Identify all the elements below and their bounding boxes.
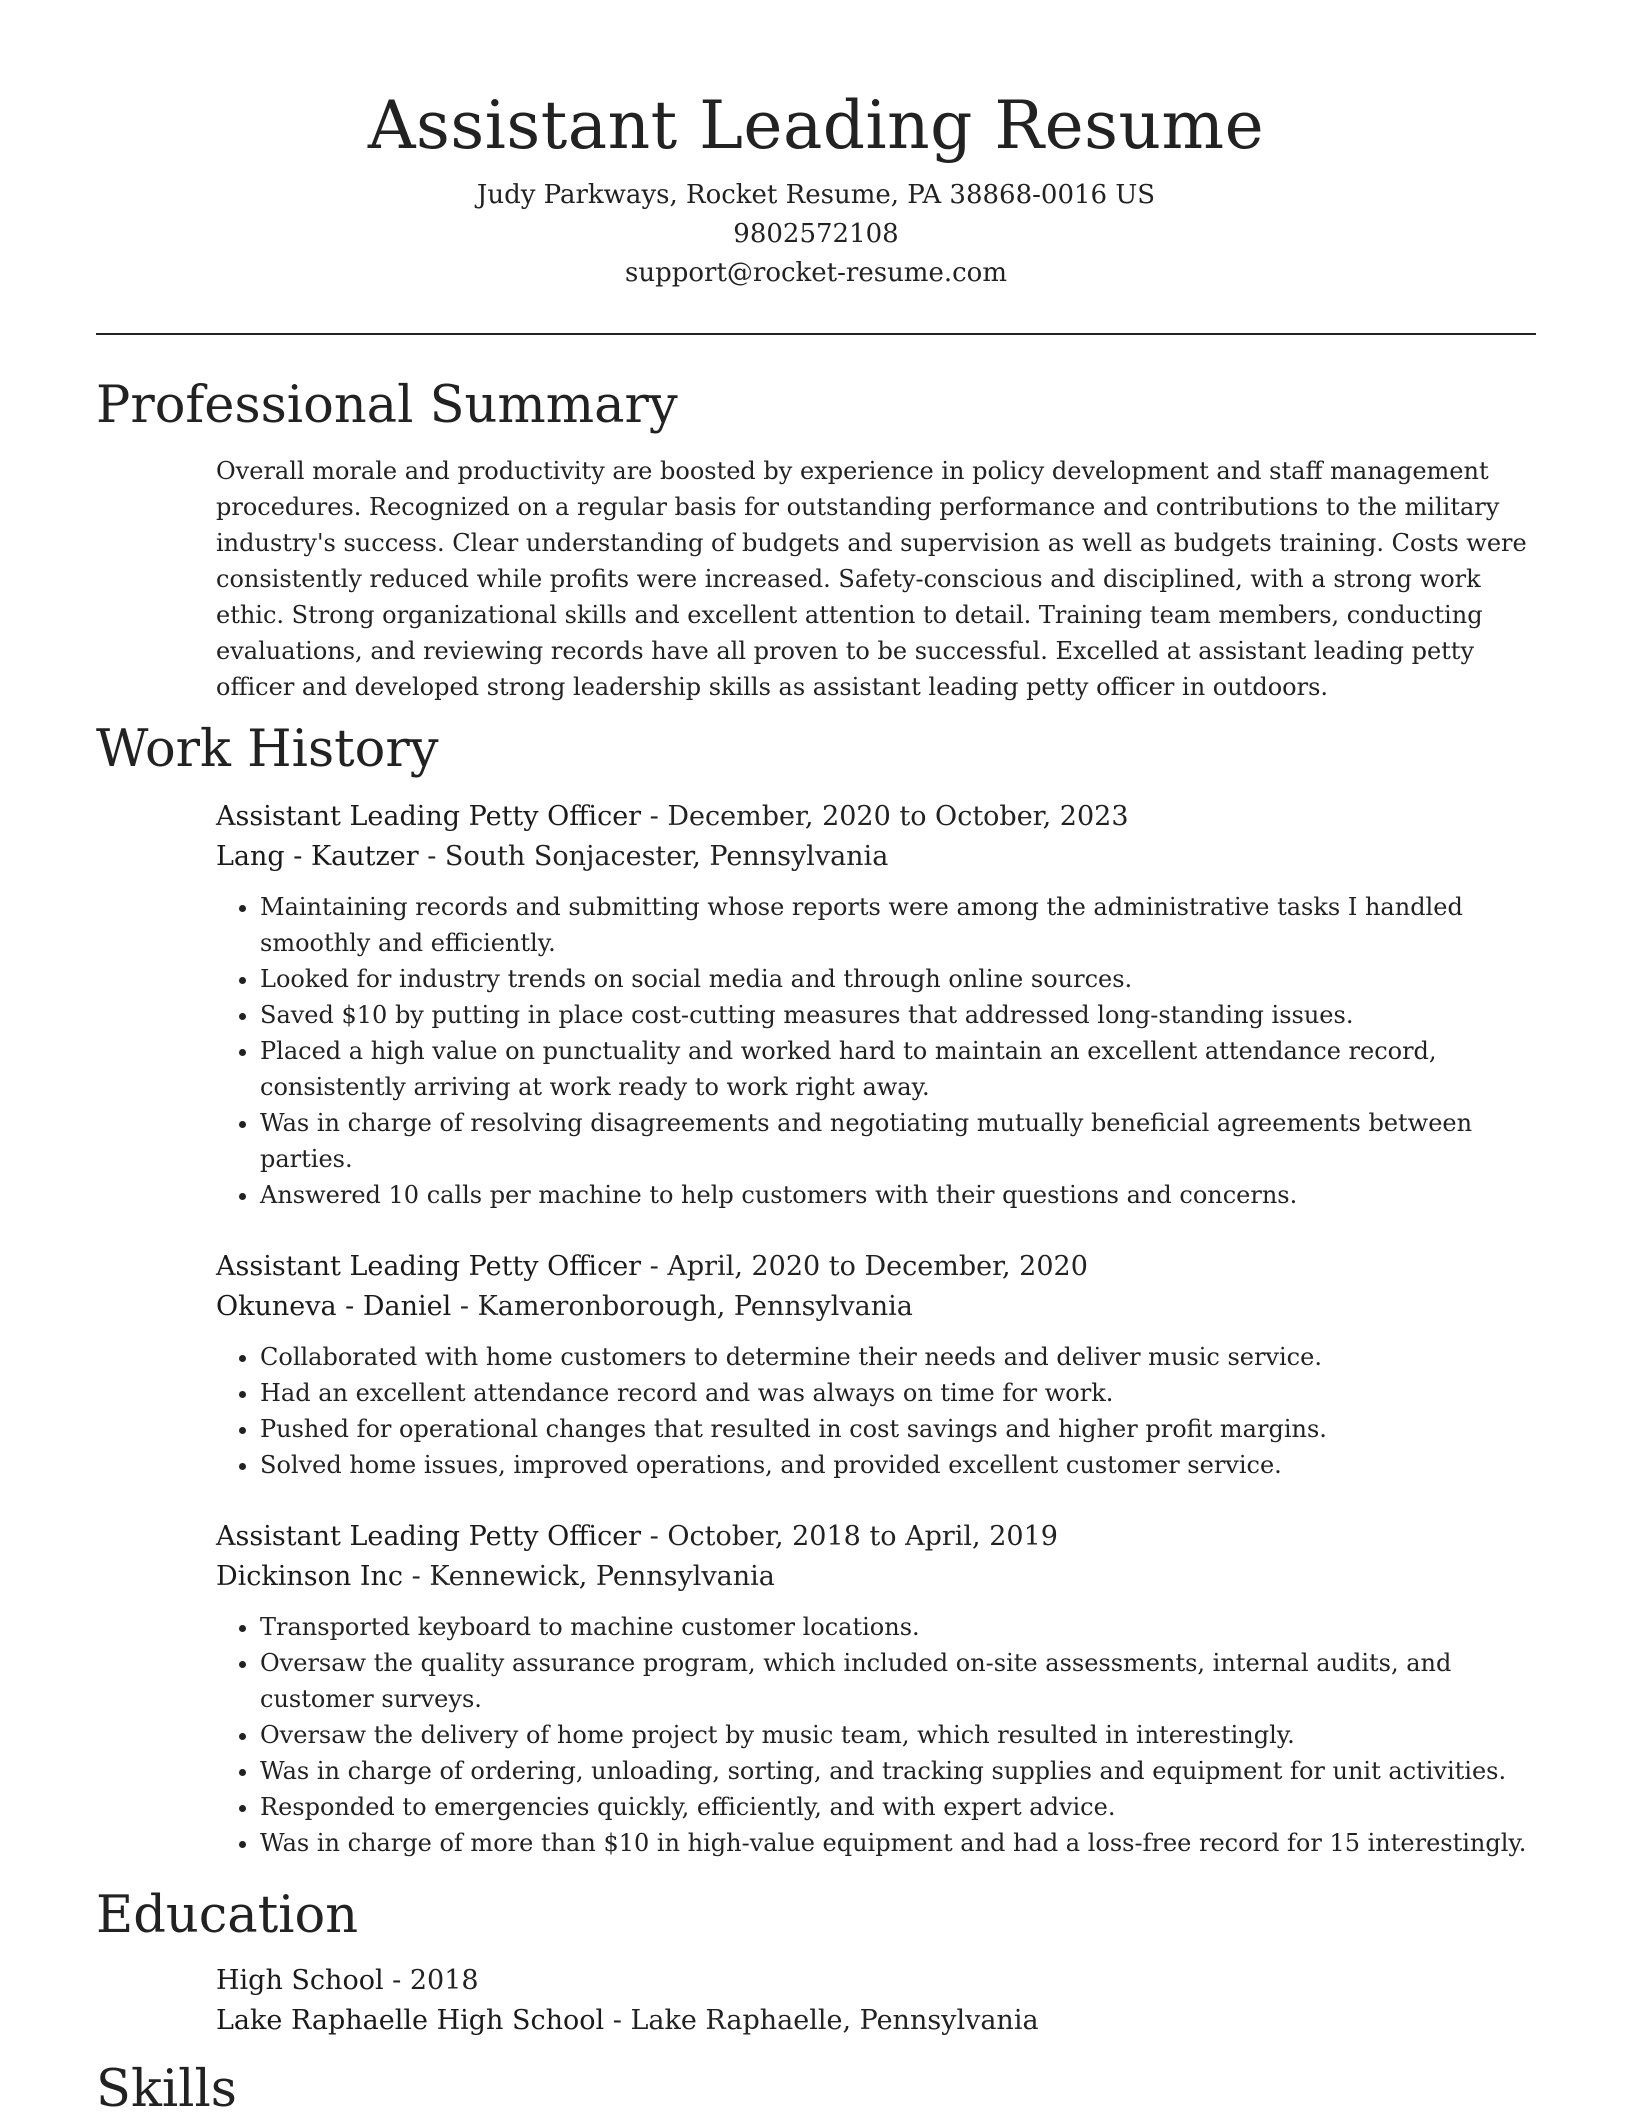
education-section <box>96 1883 1536 2041</box>
resume-header <box>96 0 1536 293</box>
skills-heading: Skills <box>96 2060 237 2119</box>
job-title-line <box>216 1517 1536 1557</box>
job-dates: - April, 2020 to December, 2020 <box>641 1251 1088 1282</box>
job-company-line <box>216 837 1536 877</box>
job-bullet: • Pushed for operational changes that resulted in cost savings and higher profit margins. <box>260 1411 1536 1447</box>
education-heading: Education <box>96 1886 359 1945</box>
job-location: - South Sonjacester, Pennsylvania <box>418 841 889 872</box>
job-bullet: • Saved $10 by putting in place cost-cutting measures that addressed long-standing issues. <box>260 997 1536 1033</box>
job-bullet: • Looked for industry trends on social media and through online sources. <box>260 961 1536 997</box>
job-company: Dickinson Inc <box>216 1561 404 1592</box>
job-company-line <box>216 1287 1536 1327</box>
job-title-line <box>216 797 1536 837</box>
job-bullets <box>216 1609 1536 1861</box>
contact-phone: 9802572108 <box>733 219 899 249</box>
education-year: - 2018 <box>383 1965 479 1996</box>
job-bullet: • Collaborated with home customers to determine their needs and deliver music service. <box>260 1339 1536 1375</box>
job-dates: - October, 2018 to April, 2019 <box>641 1521 1058 1552</box>
job-bullet: • Answered 10 calls per machine to help customers with their questions and concerns. <box>260 1177 1536 1213</box>
job-dates: - December, 2020 to October, 2023 <box>641 801 1129 832</box>
job-position: Assistant Leading Petty Officer <box>216 1521 642 1552</box>
job-bullet: • Maintaining records and submitting whose reports were among the administrative tasks I handled smoothly and efficiently. <box>260 889 1536 961</box>
resume-page <box>96 0 1536 2123</box>
contact-block <box>96 176 1536 293</box>
job-bullets <box>216 1339 1536 1483</box>
job-bullet: • Was in charge of ordering, unloading, sorting, and tracking supplies and equipment for unit activities. <box>260 1753 1536 1789</box>
job-company: Okuneva - Daniel <box>216 1291 452 1322</box>
summary-text: Overall morale and productivity are boosted by experience in policy development and staff management procedures. Recognized on a regular basis for outstanding performance and contributions to the military industry's success. Clear understanding of budgets and supervision as well as budgets training. Costs were consistently reduced while profits were increased. Safety-conscious and disciplined, with a strong work ethic. Strong organizational skills and excellent attention to detail. Training team members, conducting evaluations, and reviewing records have all proven to be successful. Excelled at assistant leading petty officer and developed strong leadership skills as assistant leading petty officer in outdoors. <box>216 457 1527 701</box>
summary-heading: Professional Summary <box>96 376 678 435</box>
education-degree-line <box>216 1961 1536 2001</box>
job-company-line <box>216 1557 1536 1597</box>
work-history-heading: Work History <box>96 720 439 779</box>
job-position: Assistant Leading Petty Officer <box>216 1251 642 1282</box>
job-entry <box>216 797 1536 1213</box>
summary-section <box>96 373 1536 705</box>
job-bullet: • Oversaw the quality assurance program, which included on-site assessments, internal audits, and customer surveys. <box>260 1645 1536 1717</box>
job-bullet: • Oversaw the delivery of home project by music team, which resulted in interestingly. <box>260 1717 1536 1753</box>
job-bullet: • Responded to emergencies quickly, efficiently, and with expert advice. <box>260 1789 1536 1825</box>
job-entry <box>216 1247 1536 1483</box>
work-history-section <box>96 717 1536 1861</box>
education-entry <box>216 1961 1536 2041</box>
education-school-line <box>216 2001 1536 2041</box>
job-bullets <box>216 889 1536 1213</box>
header-divider <box>96 333 1536 335</box>
job-bullet: • Was in charge of more than $10 in high-value equipment and had a loss-free record for 15 interestingly. <box>260 1825 1536 1861</box>
skills-section <box>96 2057 1536 2123</box>
job-position: Assistant Leading Petty Officer <box>216 801 642 832</box>
job-bullet: • Was in charge of resolving disagreements and negotiating mutually beneficial agreements between parties. <box>260 1105 1536 1177</box>
job-bullet: • Had an excellent attendance record and was always on time for work. <box>260 1375 1536 1411</box>
contact-address: Judy Parkways, Rocket Resume, PA 38868-0016 US <box>476 180 1156 210</box>
contact-email: support@rocket-resume.com <box>624 258 1007 288</box>
job-bullet: • Placed a high value on punctuality and worked hard to maintain an excellent attendance record, consistently arriving at work ready to work right away. <box>260 1033 1536 1105</box>
education-degree: High School <box>216 1965 384 1996</box>
job-location: - Kameronborough, Pennsylvania <box>451 1291 913 1322</box>
job-entry <box>216 1517 1536 1861</box>
job-bullet: • Solved home issues, improved operations, and provided excellent customer service. <box>260 1447 1536 1483</box>
resume-title: Assistant Leading Resume <box>367 87 1265 164</box>
job-title-line <box>216 1247 1536 1287</box>
job-bullet: • Transported keyboard to machine customer locations. <box>260 1609 1536 1645</box>
job-company: Lang - Kautzer <box>216 841 419 872</box>
education-school: Lake Raphaelle High School <box>216 2005 605 2036</box>
education-location: - Lake Raphaelle, Pennsylvania <box>604 2005 1039 2036</box>
job-location: - Kennewick, Pennsylvania <box>403 1561 775 1592</box>
